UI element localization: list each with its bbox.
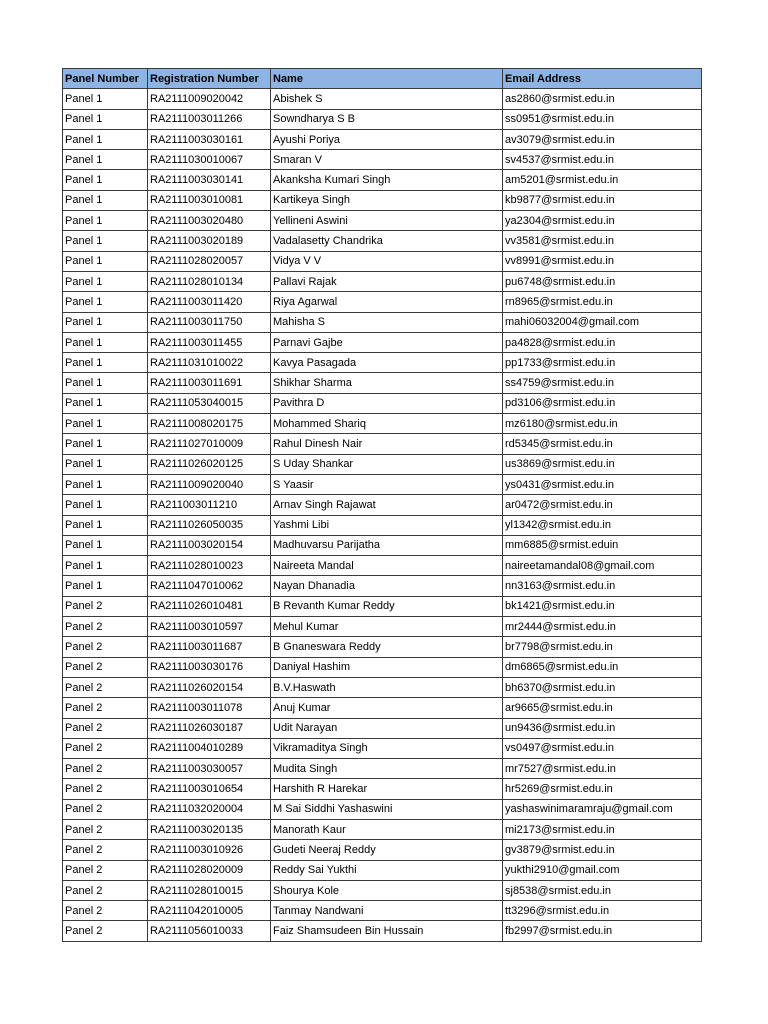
registration-number-cell: RA2111003020189 [148,231,271,251]
name-cell: Tanmay Nandwani [271,901,503,921]
table-header [63,69,702,89]
email-cell: vv3581@srmist.edu.in [503,231,702,251]
table-row [63,393,702,413]
panel-number-cell: Panel 2 [63,880,148,900]
registration-number-cell: RA2111028020009 [148,860,271,880]
name-cell: Akanksha Kumari Singh [271,170,503,190]
header-name: Name [271,69,503,89]
email-cell: yl1342@srmist.edu.in [503,515,702,535]
registration-number-cell: RA2111026030187 [148,718,271,738]
email-cell: mr2444@srmist.edu.in [503,617,702,637]
registration-number-cell: RA2111003010597 [148,617,271,637]
table-row [63,677,702,697]
email-cell: pd3106@srmist.edu.in [503,393,702,413]
table-row [63,251,702,271]
table-row [63,474,702,494]
panel-number-cell: Panel 2 [63,901,148,921]
name-cell: Sowndharya S B [271,109,503,129]
panel-table [62,68,702,942]
table-row [63,738,702,758]
registration-number-cell: RA2111009020042 [148,89,271,109]
panel-number-cell: Panel 1 [63,434,148,454]
panel-number-cell: Panel 2 [63,718,148,738]
table-row [63,657,702,677]
email-cell: sj8538@srmist.edu.in [503,880,702,900]
registration-number-cell: RA2111003011455 [148,332,271,352]
name-cell: Kartikeya Singh [271,190,503,210]
table-row [63,373,702,393]
registration-number-cell: RA2111028020057 [148,251,271,271]
registration-number-cell: RA2111003020135 [148,819,271,839]
email-cell: pp1733@srmist.edu.in [503,353,702,373]
email-cell: rd5345@srmist.edu.in [503,434,702,454]
panel-number-cell: Panel 1 [63,150,148,170]
panel-number-cell: Panel 1 [63,556,148,576]
registration-number-cell: RA2111026010481 [148,596,271,616]
email-cell: yashaswinimaramraju@gmail.com [503,799,702,819]
panel-number-cell: Panel 1 [63,393,148,413]
email-cell: mr7527@srmist.edu.in [503,759,702,779]
table-row [63,271,702,291]
name-cell: S Uday Shankar [271,454,503,474]
name-cell: Parnavi Gajbe [271,332,503,352]
table-row [63,312,702,332]
panel-number-cell: Panel 1 [63,211,148,231]
email-cell: kb9877@srmist.edu.in [503,190,702,210]
name-cell: Daniyal Hashim [271,657,503,677]
registration-number-cell: RA2111003011691 [148,373,271,393]
name-cell: Rahul Dinesh Nair [271,434,503,454]
registration-number-cell: RA211003011210 [148,495,271,515]
table-row [63,129,702,149]
panel-number-cell: Panel 2 [63,779,148,799]
table-row [63,495,702,515]
registration-number-cell: RA2111042010005 [148,901,271,921]
panel-number-cell: Panel 1 [63,495,148,515]
registration-number-cell: RA2111053040015 [148,393,271,413]
panel-number-cell: Panel 1 [63,231,148,251]
email-cell: ya2304@srmist.edu.in [503,211,702,231]
email-cell: nn3163@srmist.edu.in [503,576,702,596]
table-row [63,414,702,434]
registration-number-cell: RA2111028010134 [148,271,271,291]
table-row [63,109,702,129]
email-cell: pa4828@srmist.edu.in [503,332,702,352]
table-row [63,779,702,799]
name-cell: Riya Agarwal [271,292,503,312]
email-cell: mz6180@srmist.edu.in [503,414,702,434]
table-row [63,332,702,352]
email-cell: rn8965@srmist.edu.in [503,292,702,312]
registration-number-cell: RA2111003010654 [148,779,271,799]
table-row [63,190,702,210]
registration-number-cell: RA2111003011687 [148,637,271,657]
registration-number-cell: RA2111003011266 [148,109,271,129]
registration-number-cell: RA2111031010022 [148,353,271,373]
table-row [63,718,702,738]
registration-number-cell: RA2111026050035 [148,515,271,535]
email-cell: ys0431@srmist.edu.in [503,474,702,494]
table-row [63,637,702,657]
name-cell: B Gnaneswara Reddy [271,637,503,657]
email-cell: vs0497@srmist.edu.in [503,738,702,758]
name-cell: Harshith R Harekar [271,779,503,799]
panel-number-cell: Panel 1 [63,170,148,190]
table-body [63,89,702,941]
header-registration-number: Registration Number [148,69,271,89]
header-panel-number: Panel Number [63,69,148,89]
table-row [63,576,702,596]
name-cell: Faiz Shamsudeen Bin Hussain [271,921,503,941]
email-cell: bh6370@srmist.edu.in [503,677,702,697]
name-cell: Vidya V V [271,251,503,271]
email-cell: ar0472@srmist.edu.in [503,495,702,515]
name-cell: S Yaasir [271,474,503,494]
table-row [63,515,702,535]
email-cell: bk1421@srmist.edu.in [503,596,702,616]
registration-number-cell: RA2111003020154 [148,535,271,555]
name-cell: Vikramaditya Singh [271,738,503,758]
name-cell: Vadalasetty Chandrika [271,231,503,251]
email-cell: mm6885@srmist.eduin [503,535,702,555]
panel-sheet [62,68,702,942]
registration-number-cell: RA2111047010062 [148,576,271,596]
table-row [63,799,702,819]
email-cell: us3869@srmist.edu.in [503,454,702,474]
registration-number-cell: RA2111003010081 [148,190,271,210]
email-cell: ss4759@srmist.edu.in [503,373,702,393]
panel-number-cell: Panel 2 [63,921,148,941]
table-row [63,454,702,474]
panel-number-cell: Panel 1 [63,454,148,474]
email-cell: tt3296@srmist.edu.in [503,901,702,921]
panel-number-cell: Panel 2 [63,677,148,697]
email-cell: gv3879@srmist.edu.in [503,840,702,860]
registration-number-cell: RA2111003011750 [148,312,271,332]
name-cell: Kavya Pasagada [271,353,503,373]
panel-number-cell: Panel 2 [63,738,148,758]
registration-number-cell: RA2111003030161 [148,129,271,149]
panel-number-cell: Panel 1 [63,535,148,555]
panel-number-cell: Panel 2 [63,698,148,718]
name-cell: Nayan Dhanadia [271,576,503,596]
table-row [63,921,702,941]
registration-number-cell: RA2111003010926 [148,840,271,860]
panel-number-cell: Panel 1 [63,312,148,332]
email-cell: hr5269@srmist.edu.in [503,779,702,799]
panel-number-cell: Panel 1 [63,474,148,494]
panel-number-cell: Panel 2 [63,799,148,819]
table-row [63,150,702,170]
panel-number-cell: Panel 1 [63,515,148,535]
table-row [63,819,702,839]
name-cell: M Sai Siddhi Yashaswini [271,799,503,819]
email-cell: un9436@srmist.edu.in [503,718,702,738]
name-cell: B Revanth Kumar Reddy [271,596,503,616]
registration-number-cell: RA2111008020175 [148,414,271,434]
header-row [63,69,702,89]
registration-number-cell: RA2111028010023 [148,556,271,576]
name-cell: B.V.Haswath [271,677,503,697]
panel-number-cell: Panel 1 [63,414,148,434]
registration-number-cell: RA2111003030141 [148,170,271,190]
name-cell: Yashmi Libi [271,515,503,535]
panel-number-cell: Panel 2 [63,840,148,860]
email-cell: fb2997@srmist.edu.in [503,921,702,941]
email-cell: br7798@srmist.edu.in [503,637,702,657]
table-row [63,556,702,576]
name-cell: Yellineni Aswini [271,211,503,231]
panel-number-cell: Panel 1 [63,271,148,291]
name-cell: Smaran V [271,150,503,170]
panel-number-cell: Panel 2 [63,860,148,880]
table-row [63,434,702,454]
registration-number-cell: RA2111026020125 [148,454,271,474]
panel-number-cell: Panel 1 [63,353,148,373]
registration-number-cell: RA2111027010009 [148,434,271,454]
table-row [63,880,702,900]
table-row [63,353,702,373]
name-cell: Shikhar Sharma [271,373,503,393]
email-cell: naireetamandal08@gmail.com [503,556,702,576]
table-row [63,901,702,921]
table-row [63,617,702,637]
table-row [63,759,702,779]
name-cell: Gudeti Neeraj Reddy [271,840,503,860]
email-cell: sv4537@srmist.edu.in [503,150,702,170]
panel-number-cell: Panel 1 [63,109,148,129]
name-cell: Ayushi Poriya [271,129,503,149]
email-cell: mi2173@srmist.edu.in [503,819,702,839]
name-cell: Mohammed Shariq [271,414,503,434]
panel-number-cell: Panel 2 [63,617,148,637]
registration-number-cell: RA2111056010033 [148,921,271,941]
email-cell: mahi06032004@gmail.com [503,312,702,332]
name-cell: Madhuvarsu Parijatha [271,535,503,555]
panel-number-cell: Panel 2 [63,819,148,839]
panel-number-cell: Panel 1 [63,251,148,271]
registration-number-cell: RA2111003011078 [148,698,271,718]
name-cell: Pallavi Rajak [271,271,503,291]
name-cell: Mudita Singh [271,759,503,779]
name-cell: Shourya Kole [271,880,503,900]
panel-number-cell: Panel 2 [63,596,148,616]
panel-number-cell: Panel 1 [63,292,148,312]
registration-number-cell: RA2111003030057 [148,759,271,779]
panel-number-cell: Panel 1 [63,129,148,149]
table-row [63,860,702,880]
table-row [63,292,702,312]
registration-number-cell: RA2111028010015 [148,880,271,900]
registration-number-cell: RA2111003020480 [148,211,271,231]
name-cell: Udit Narayan [271,718,503,738]
registration-number-cell: RA2111009020040 [148,474,271,494]
table-row [63,170,702,190]
registration-number-cell: RA2111026020154 [148,677,271,697]
table-row [63,698,702,718]
table-row [63,535,702,555]
email-cell: vv8991@srmist.edu.in [503,251,702,271]
registration-number-cell: RA2111003030176 [148,657,271,677]
email-cell: pu6748@srmist.edu.in [503,271,702,291]
registration-number-cell: RA2111030010067 [148,150,271,170]
panel-number-cell: Panel 2 [63,759,148,779]
email-cell: as2860@srmist.edu.in [503,89,702,109]
email-cell: ar9665@srmist.edu.in [503,698,702,718]
header-email-address: Email Address [503,69,702,89]
table-row [63,211,702,231]
name-cell: Mehul Kumar [271,617,503,637]
table-row [63,231,702,251]
panel-number-cell: Panel 1 [63,89,148,109]
name-cell: Anuj Kumar [271,698,503,718]
email-cell: yukthi2910@gmail.com [503,860,702,880]
panel-number-cell: Panel 2 [63,637,148,657]
name-cell: Pavithra D [271,393,503,413]
panel-number-cell: Panel 2 [63,657,148,677]
panel-number-cell: Panel 1 [63,373,148,393]
table-row [63,89,702,109]
table-row [63,840,702,860]
email-cell: am5201@srmist.edu.in [503,170,702,190]
name-cell: Manorath Kaur [271,819,503,839]
table-row [63,596,702,616]
registration-number-cell: RA2111003011420 [148,292,271,312]
name-cell: Mahisha S [271,312,503,332]
name-cell: Abishek S [271,89,503,109]
name-cell: Naireeta Mandal [271,556,503,576]
name-cell: Reddy Sai Yukthi [271,860,503,880]
panel-number-cell: Panel 1 [63,190,148,210]
panel-number-cell: Panel 1 [63,332,148,352]
registration-number-cell: RA2111004010289 [148,738,271,758]
email-cell: av3079@srmist.edu.in [503,129,702,149]
email-cell: dm6865@srmist.edu.in [503,657,702,677]
email-cell: ss0951@srmist.edu.in [503,109,702,129]
name-cell: Arnav Singh Rajawat [271,495,503,515]
panel-number-cell: Panel 1 [63,576,148,596]
registration-number-cell: RA2111032020004 [148,799,271,819]
